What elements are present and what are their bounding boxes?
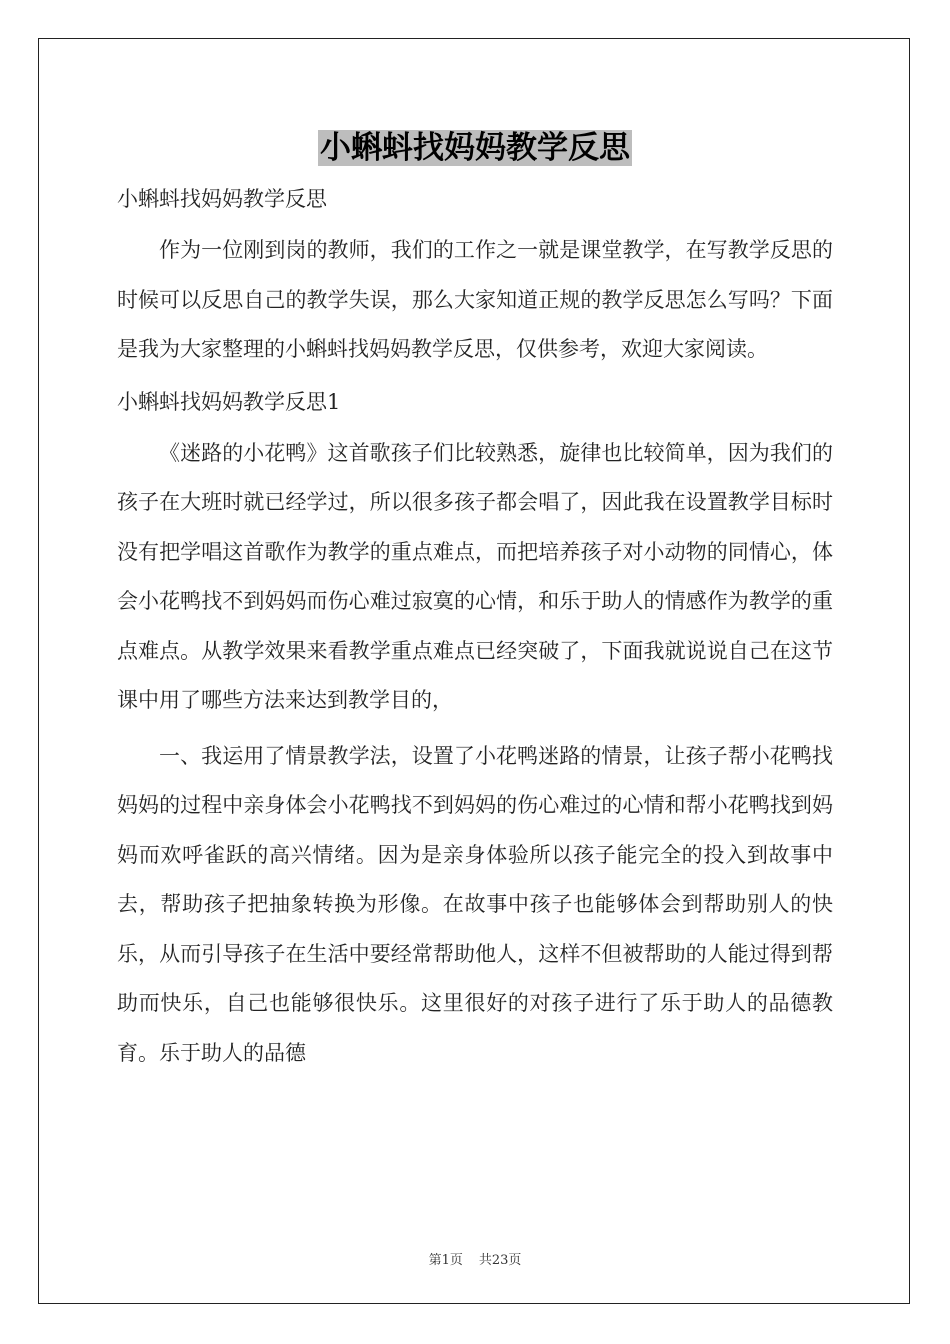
page-number: 第1页 (428, 1253, 463, 1268)
body-paragraph-1: 《迷路的小花鸭》这首歌孩子们比较熟悉，旋律也比较简单，因为我们的孩子在大班时就已经学过，所以很多孩子都会唱了，因此我在设置教学目标时没有把学唱这首歌作为教学的重点难点，而把培养孩子对小动物的同情心，体会小花鸭找不到妈妈而伤心难过寂寞的心情，和乐于助人的情感作为教学的重点难点。从教学效果来看教学重点难点已经突破了，下面我就说说自己在这节课中用了哪些方法来达到教学目的， (117, 440, 833, 712)
intro-paragraph: 作为一位刚到岗的教师，我们的工作之一就是课堂教学，在写教学反思的时候可以反思自己的教学失误，那么大家知道正规的教学反思怎么写吗？下面是我为大家整理的小蝌蚪找妈妈教学反思，仅供参考，欢迎大家阅读。 (117, 238, 833, 361)
document-body (117, 178, 833, 1084)
section-heading: 小蝌蚪找妈妈教学反思1 (117, 389, 341, 414)
document-title (0, 126, 950, 170)
document-title-text: 小蝌蚪找妈妈教学反思 (320, 130, 630, 166)
document-subtitle: 小蝌蚪找妈妈教学反思 (117, 187, 327, 211)
page-total: 共23页 (478, 1253, 522, 1268)
page-footer (0, 1249, 950, 1268)
body-paragraph-2: 一、我运用了情景教学法，设置了小花鸭迷路的情景，让孩子帮小花鸭找妈妈的过程中亲身体会小花鸭找不到妈妈的伤心难过的心情和帮小花鸭找到妈妈而欢呼雀跃的高兴情绪。因为是亲身体验所以孩子能完全的投入到故事中去，帮助孩子把抽象转换为形像。在故事中孩子也能够体会到帮助别人的快乐，从而引导孩子在生活中要经常帮助他人，这样不但被帮助的人能过得到帮助而快乐，自己也能够很快乐。这里很好的对孩子进行了乐于助人的品德教育。乐于助人的品德 (117, 743, 833, 1065)
